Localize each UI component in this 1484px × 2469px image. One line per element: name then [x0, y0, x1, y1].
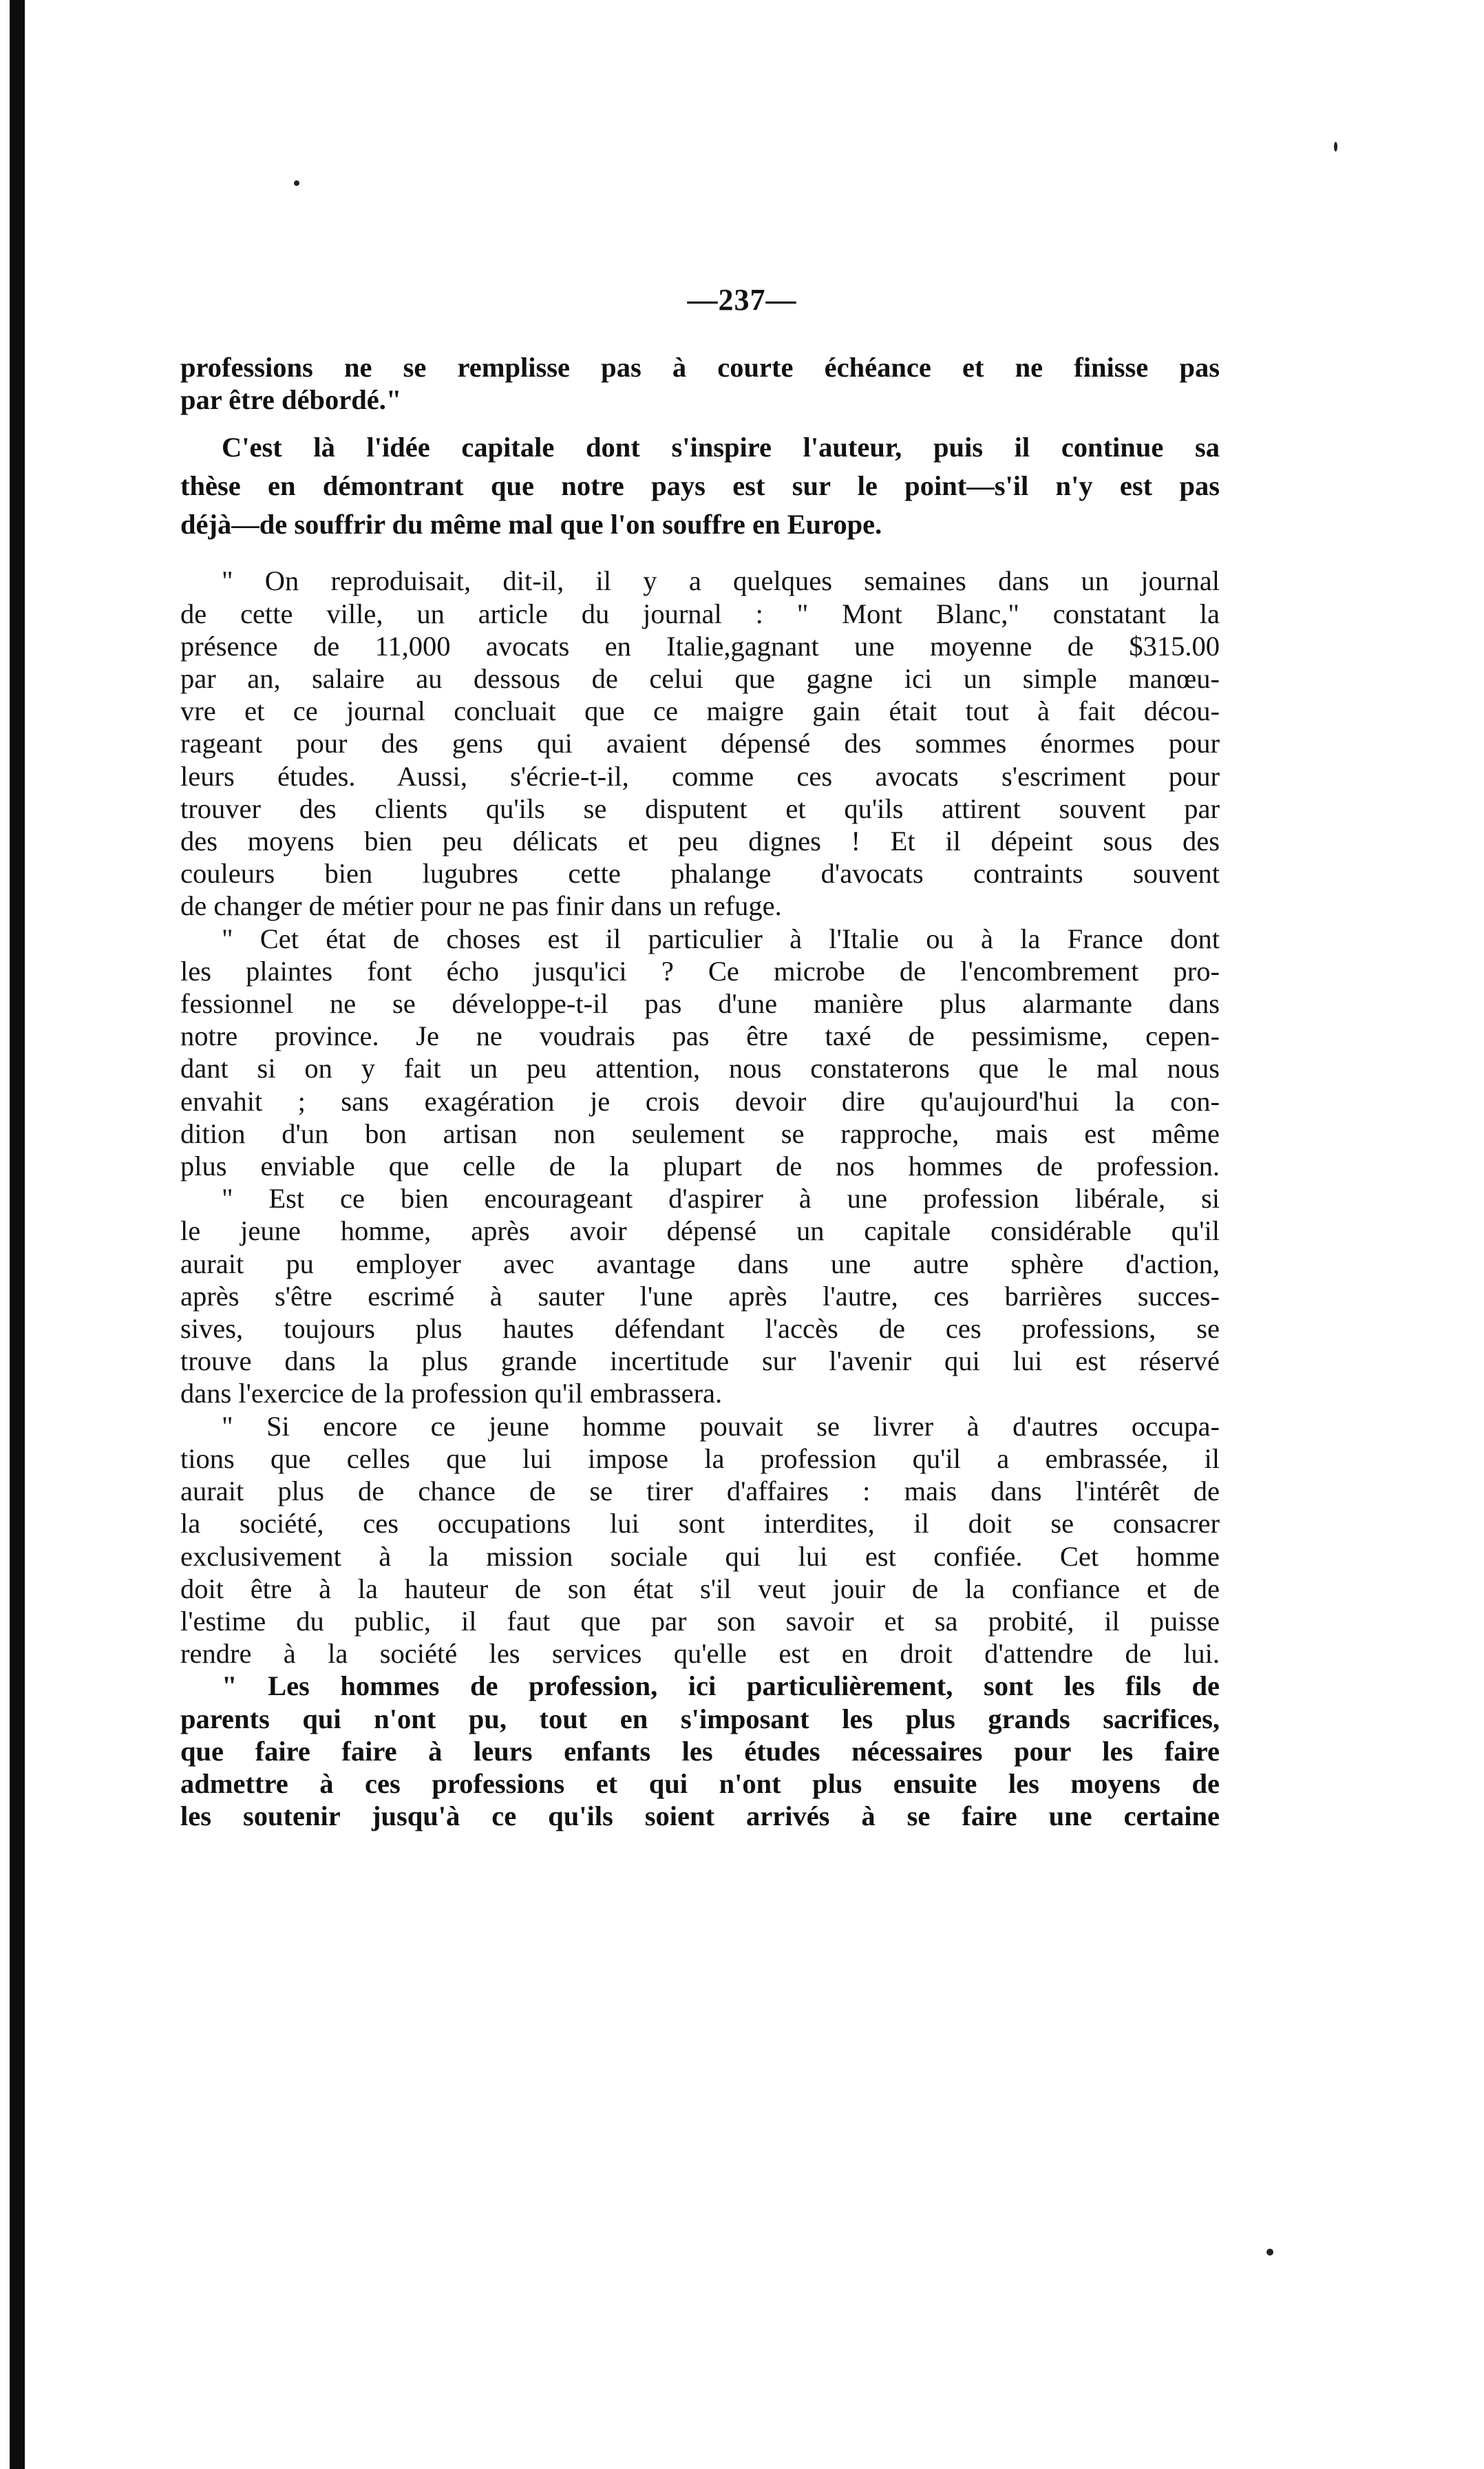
- text-line: par an, salaire au dessous de celui que gagne ici un simple manœu-: [180, 663, 1220, 695]
- text-line: que faire faire à leurs enfants les études nécessaires pour les faire: [180, 1735, 1220, 1767]
- text-line: " Si encore ce jeune homme pouvait se livrer à d'autres occupa-: [222, 1410, 1220, 1442]
- scan-speck: [1334, 142, 1337, 151]
- text-line: dant si on y fait un peu attention, nous constaterons que le mal nous: [180, 1053, 1220, 1084]
- text-line: professions ne se remplisse pas à courte échéance et ne finisse pas: [180, 352, 1220, 383]
- text-line: après s'être escrimé à sauter l'une après l'autre, ces barrières succes-: [180, 1280, 1220, 1312]
- text-line: fessionnel ne se développe-t-il pas d'une manière plus alarmante dans: [180, 988, 1220, 1020]
- paragraph-6: [180, 1410, 1220, 1670]
- text-line: rageant pour des gens qui avaient dépensé des sommes énormes pour: [180, 728, 1220, 759]
- text-line: " Cet état de choses est il particulier à l'Italie ou à la France dont: [222, 923, 1220, 954]
- text-line: de changer de métier pour ne pas finir dans un refuge.: [180, 890, 782, 922]
- text-line: rendre à la société les services qu'elle est en droit d'attendre de lui.: [180, 1638, 1220, 1670]
- binding-edge: [10, 0, 25, 2469]
- text-line: leurs études. Aussi, s'écrie-t-il, comme ces avocats s'escriment pour: [180, 760, 1220, 792]
- text-line: vre et ce journal concluait que ce maigre gain était tout à fait décou-: [180, 695, 1220, 727]
- text-line: " Est ce bien encourageant d'aspirer à une profession libérale, si: [222, 1183, 1220, 1215]
- text-line: des moyens bien peu délicats et peu dignes ! Et il dépeint sous des: [180, 826, 1220, 857]
- text-line: les plaintes font écho jusqu'ici ? Ce microbe de l'encombrement pro-: [180, 955, 1220, 987]
- text-line: le jeune homme, après avoir dépensé un capitale considérable qu'il: [180, 1215, 1220, 1247]
- scan-speck: [1266, 2249, 1273, 2256]
- text-line: envahit ; sans exagération je crois devoir dire qu'aujourd'hui la con-: [180, 1085, 1220, 1117]
- paragraph-1: [180, 351, 1220, 416]
- text-line: plus enviable que celle de la plupart de nos hommes de profession.: [180, 1151, 1220, 1182]
- text-line: doit être à la hauteur de son état s'il veut jouir de la confiance et de: [180, 1573, 1220, 1604]
- text-line: exclusivement à la mission sociale qui lui est confiée. Cet homme: [180, 1540, 1220, 1572]
- paragraph-5: [180, 1182, 1220, 1409]
- text-line: présence de 11,000 avocats en Italie,gagnant une moyenne de $315.00: [180, 630, 1220, 662]
- text-line: parents qui n'ont pu, tout en s'imposant les plus grands sacrifices,: [180, 1703, 1220, 1734]
- text-line: par être débordé.": [180, 384, 402, 416]
- text-line: C'est là l'idée capitale dont s'inspire l'auteur, puis il continue sa: [222, 432, 1220, 463]
- text-line: l'estime du public, il faut que par son savoir et sa probité, il puisse: [180, 1605, 1220, 1637]
- text-line: de cette ville, un article du journal : " Mont Blanc," constatant la: [180, 598, 1220, 629]
- text-line: dans l'exercice de la profession qu'il embrassera.: [180, 1378, 723, 1409]
- text-line: notre province. Je ne voudrais pas être taxé de pessimisme, cepen-: [180, 1020, 1220, 1052]
- text-line: aurait plus de chance de se tirer d'affaires : mais dans l'intérêt de: [180, 1475, 1220, 1507]
- page-number: —237—: [687, 283, 797, 317]
- text-line: trouve dans la plus grande incertitude sur l'avenir qui lui est réservé: [180, 1345, 1220, 1377]
- scan-speck: [294, 180, 299, 186]
- paragraph-7: [180, 1670, 1220, 1832]
- text-line: " Les hommes de profession, ici particulièrement, sont les fils de: [222, 1670, 1220, 1702]
- text-line: couleurs bien lugubres cette phalange d'avocats contraints souvent: [180, 858, 1220, 890]
- text-line: trouver des clients qu'ils se disputent et qu'ils attirent souvent par: [180, 792, 1220, 824]
- text-line: les soutenir jusqu'à ce qu'ils soient arrivés à se faire une certaine: [180, 1800, 1220, 1832]
- text-line: déjà—de souffrir du même mal que l'on souffre en Europe.: [180, 509, 882, 540]
- paragraph-2: [180, 428, 1220, 544]
- text-line: aurait pu employer avec avantage dans une autre sphère d'action,: [180, 1248, 1220, 1279]
- text-line: tions que celles que lui impose la profession qu'il a embrassée, il: [180, 1442, 1220, 1474]
- text-line: dition d'un bon artisan non seulement se rapproche, mais est même: [180, 1117, 1220, 1149]
- text-line: la société, ces occupations lui sont interdites, il doit se consacrer: [180, 1508, 1220, 1540]
- paragraph-3: [180, 565, 1220, 922]
- text-line: admettre à ces professions et qui n'ont plus ensuite les moyens de: [180, 1767, 1220, 1799]
- paragraph-4: [180, 923, 1220, 1183]
- page-body: [180, 351, 1220, 1832]
- text-line: thèse en démontrant que notre pays est sur le point—s'il n'y est pas: [180, 470, 1220, 502]
- text-line: sives, toujours plus hautes défendant l'accès de ces professions, se: [180, 1313, 1220, 1345]
- text-line: " On reproduisait, dit-il, il y a quelques semaines dans un journal: [222, 565, 1220, 597]
